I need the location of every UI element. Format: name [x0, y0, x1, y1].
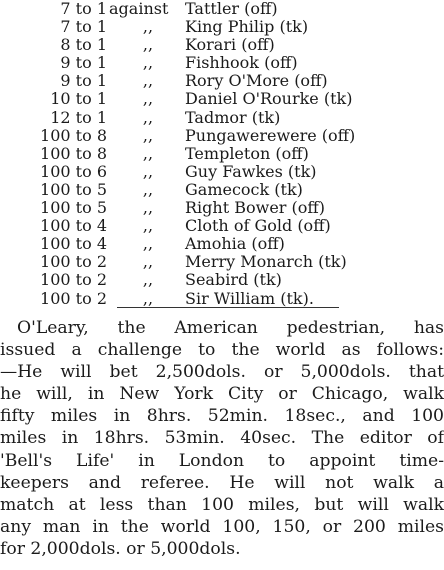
odds-value: 100 to 2 [40, 252, 107, 272]
paragraph-line: any man in the world 100, 150, or 200 miles [0, 516, 444, 537]
horse-name: Gamecock (tk) [185, 179, 303, 199]
odds-row [0, 90, 444, 108]
horse-name: Tattler (off) [185, 0, 278, 18]
horse-name: Guy Fawkes (tk) [185, 161, 317, 181]
odds-value: 9 to 1 [60, 71, 107, 91]
odds-value: 10 to 1 [50, 89, 107, 109]
odds-value: 7 to 1 [60, 17, 107, 37]
ditto-mark: ,, [142, 53, 154, 73]
odds-row [0, 127, 444, 145]
horse-name: Tadmor (tk) [185, 107, 281, 127]
paragraph-line: keepers and referee. He will not walk a [0, 472, 444, 493]
ditto-mark: ,, [142, 252, 154, 272]
odds-value: 100 to 5 [40, 179, 107, 199]
odds-value: 7 to 1 [60, 0, 107, 18]
horse-name: Daniel O'Rourke (tk) [185, 89, 353, 109]
odds-row [0, 199, 444, 217]
horse-name: Sir William (tk). [185, 288, 314, 308]
ditto-mark: ,, [142, 270, 154, 290]
odds-against: against [109, 0, 169, 18]
paragraph-line: issued a challenge to the world as follows: [0, 340, 444, 361]
odds-value: 100 to 8 [40, 125, 107, 145]
horse-name: Cloth of Gold (off) [185, 216, 331, 236]
ditto-mark: ,, [142, 143, 154, 163]
odds-value: 100 to 6 [40, 161, 107, 181]
ditto-mark: ,, [142, 71, 154, 91]
odds-value: 100 to 5 [40, 198, 107, 218]
ditto-mark: ,, [142, 17, 154, 37]
horse-name: Merry Monarch (tk) [185, 252, 347, 272]
odds-row [0, 36, 444, 54]
odds-row [0, 109, 444, 127]
horse-name: Templeton (off) [185, 143, 309, 163]
odds-row [0, 253, 444, 271]
odds-value: 8 to 1 [60, 35, 107, 55]
odds-row [0, 54, 444, 72]
odds-value: 100 to 2 [40, 288, 107, 308]
horse-name: Rory O'More (off) [185, 71, 328, 91]
ditto-mark: ,, [142, 179, 154, 199]
horse-name: Seabird (tk) [185, 270, 282, 290]
horse-name: Right Bower (off) [185, 198, 325, 218]
paragraph-line: O'Leary, the American pedestrian, has [17, 318, 444, 338]
ditto-mark: ,, [142, 234, 154, 254]
odds-row [0, 18, 444, 36]
odds-row [0, 0, 444, 18]
paragraph-line: 'Bell's Life' in London to appoint time- [0, 450, 444, 471]
ditto-mark: ,, [142, 125, 154, 145]
odds-row [0, 271, 444, 289]
horse-name: Fishhook (off) [185, 53, 298, 73]
odds-value: 100 to 2 [40, 270, 107, 290]
paragraph-line: he will, in New York City or Chicago, walk [0, 384, 444, 405]
odds-row [0, 72, 444, 90]
horse-name: Amohia (off) [185, 234, 285, 254]
ditto-mark: ,, [142, 89, 154, 109]
horse-name: Korari (off) [185, 35, 275, 55]
odds-value: 9 to 1 [60, 53, 107, 73]
odds-row [0, 217, 444, 235]
horse-name: King Philip (tk) [185, 17, 309, 37]
ditto-mark: ,, [142, 198, 154, 218]
odds-value: 12 to 1 [50, 107, 107, 127]
paragraph-line: —He will bet 2,500dols. or 5,000dols. that [0, 362, 444, 383]
ditto-mark: ,, [142, 216, 154, 236]
odds-value: 100 to 8 [40, 143, 107, 163]
odds-row [0, 235, 444, 253]
news-paragraph [0, 317, 444, 560]
paragraph-line: fifty miles in 8hrs. 52min. 18sec., and 100 [0, 406, 444, 427]
odds-row [0, 181, 444, 199]
ditto-mark: ,, [142, 107, 154, 127]
paragraph-line: match at less than 100 miles, but will walk [0, 494, 444, 515]
odds-row [0, 290, 444, 308]
odds-value: 100 to 4 [40, 234, 107, 254]
odds-row [0, 145, 444, 163]
ditto-mark: ,, [142, 161, 154, 181]
paragraph-line: for 2,000dols. or 5,000dols. [0, 538, 241, 559]
ditto-mark: ,, [142, 288, 154, 308]
odds-row [0, 163, 444, 181]
horse-name: Pungawerewere (off) [185, 125, 356, 145]
section-divider [117, 307, 339, 308]
paragraph-line: miles in 18hrs. 53min. 40sec. The editor of [0, 428, 444, 449]
ditto-mark: ,, [142, 35, 154, 55]
odds-value: 100 to 4 [40, 216, 107, 236]
